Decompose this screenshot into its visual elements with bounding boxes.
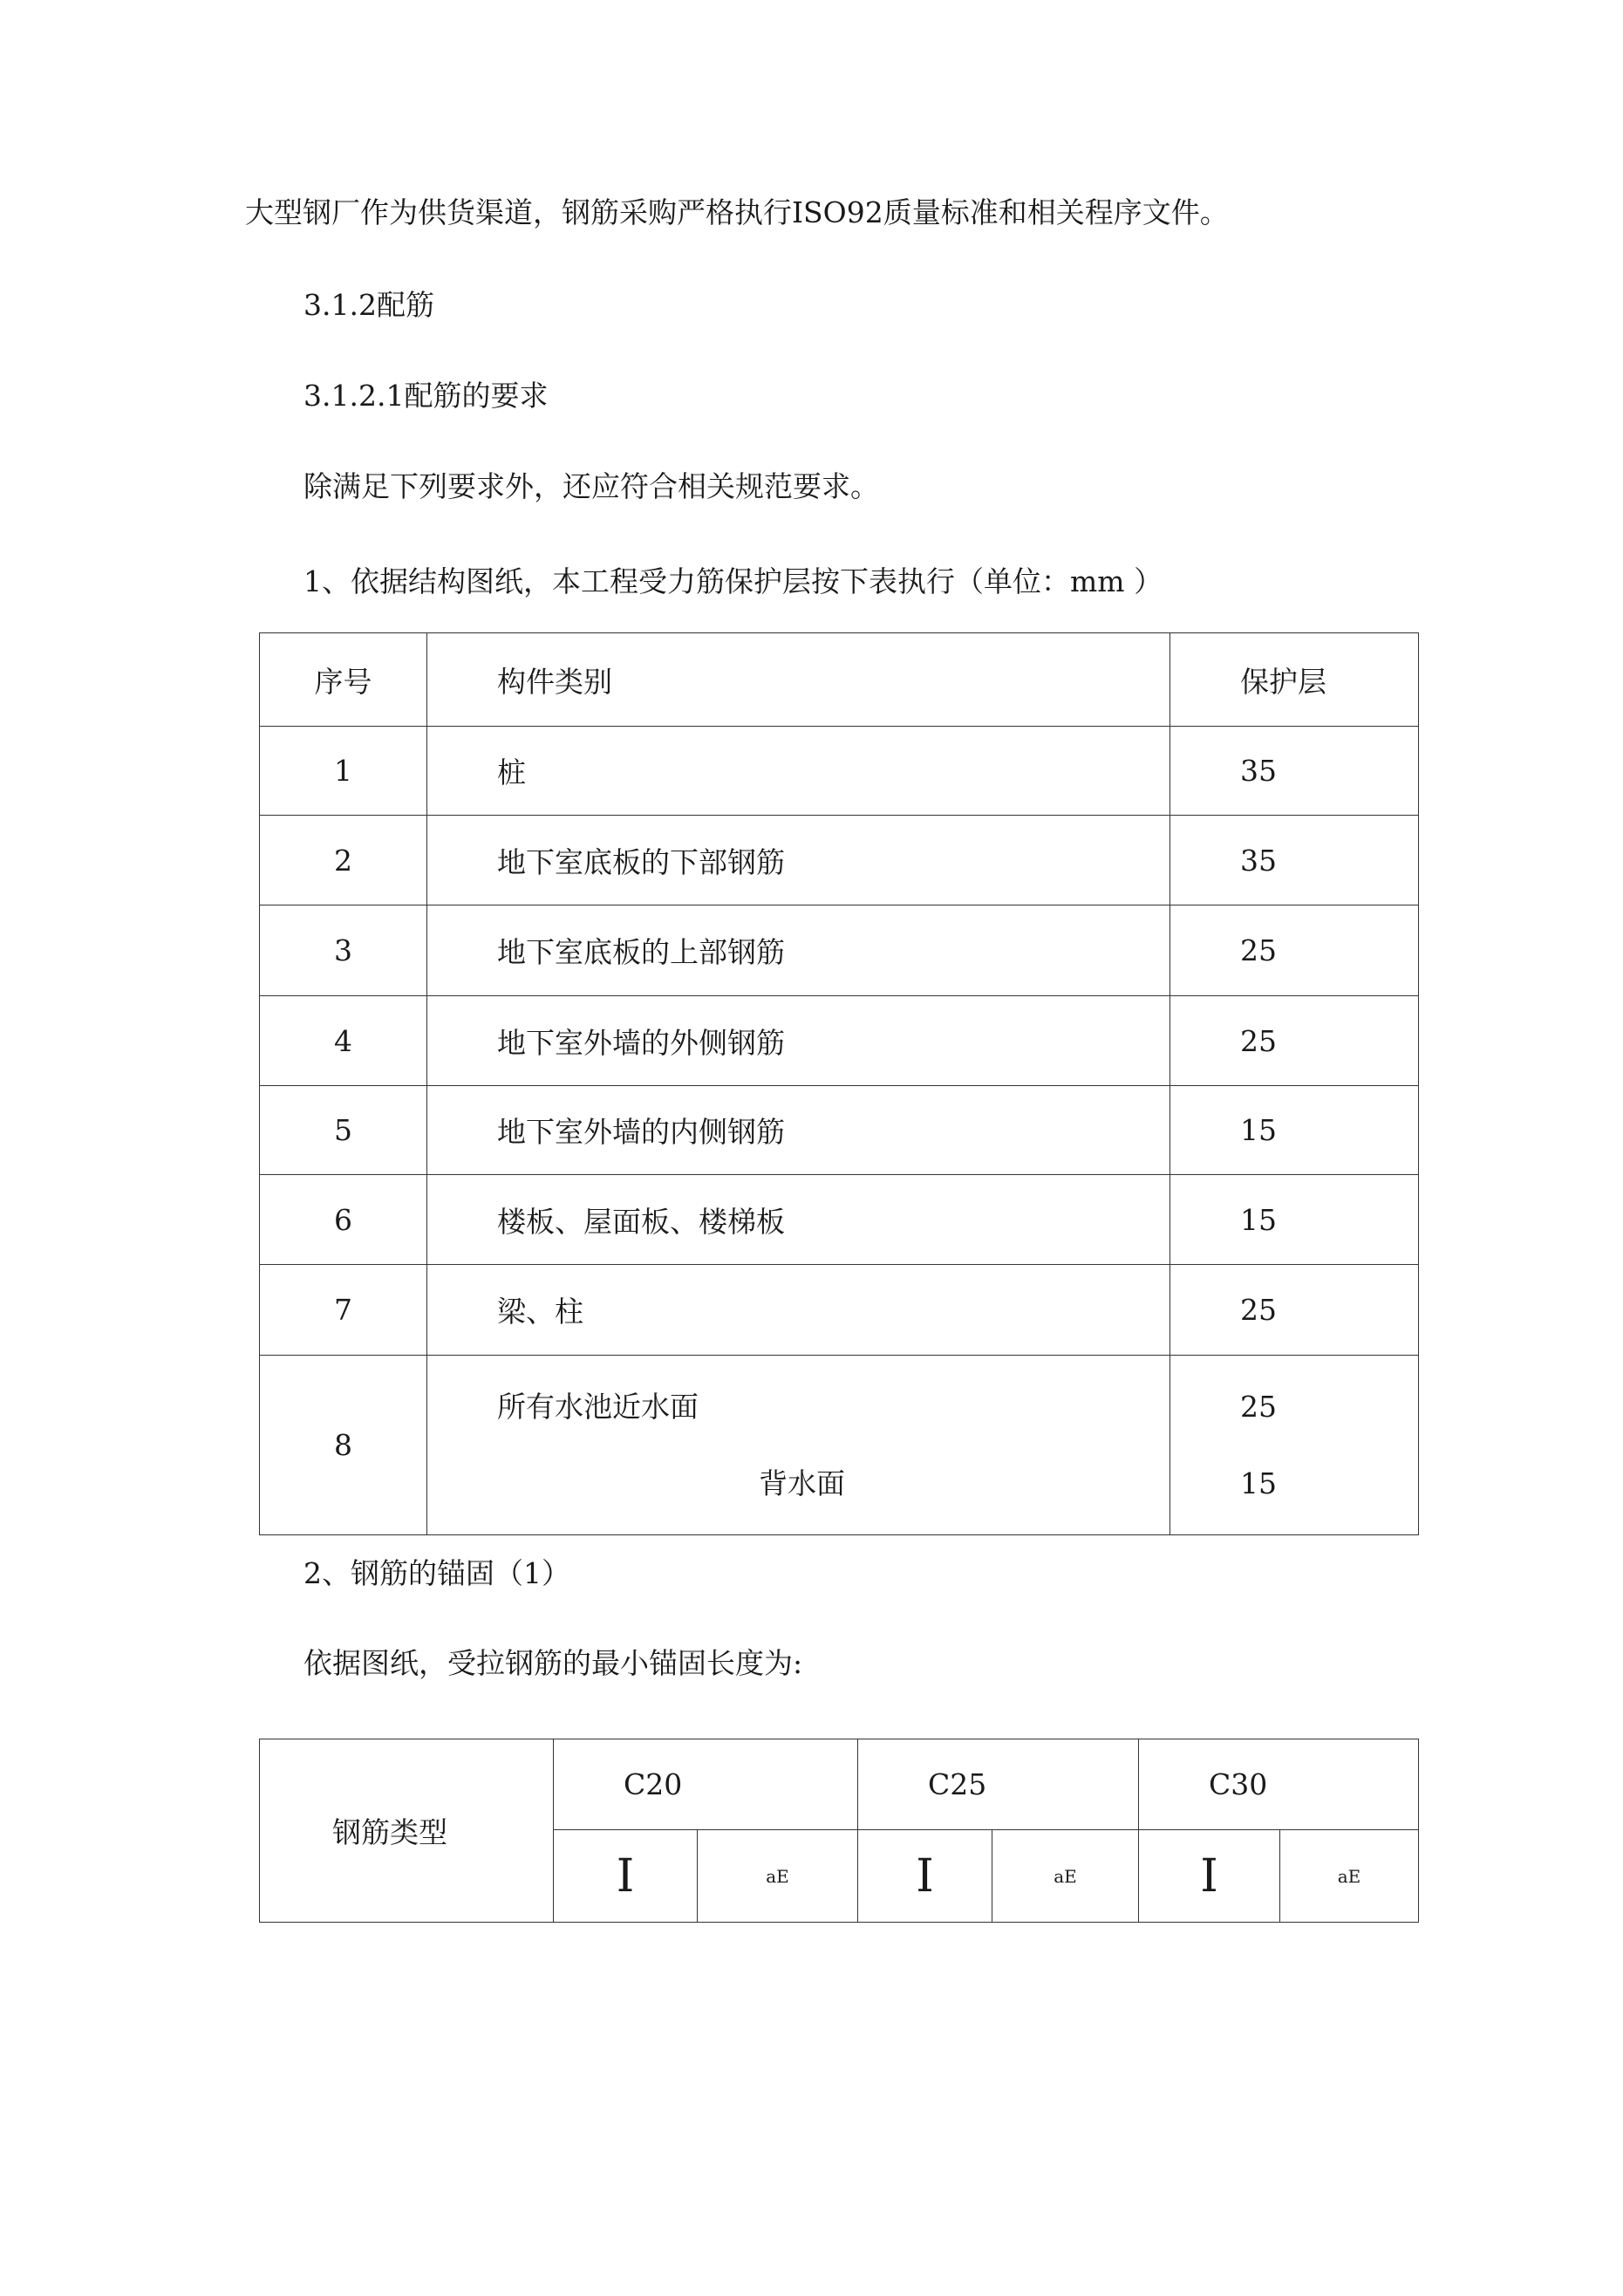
subheader-lae-c30: aE [1280, 1830, 1419, 1923]
anchor-header-row [260, 1739, 1419, 1830]
row-no: 5 [260, 1086, 427, 1175]
row-type: 地下室外墙的内侧钢筋 [427, 1086, 1170, 1175]
header-grade-c20: C20 [554, 1739, 858, 1830]
row-cover: 25 [1170, 1265, 1419, 1356]
paragraph-anchorage: 2、钢筋的锚固（1） [303, 1556, 570, 1590]
header-no: 序号 [260, 633, 427, 727]
row-no: 1 [260, 727, 427, 816]
row-cover: 15 [1170, 1175, 1419, 1265]
table-row [260, 996, 1419, 1086]
table-row [260, 1086, 1419, 1175]
row-cover-line2: 15 [1240, 1466, 1277, 1500]
row-type-line1: 所有水池近水面 [497, 1389, 699, 1424]
row-no: 4 [260, 996, 427, 1086]
table-row [260, 816, 1419, 905]
row-type: 地下室外墙的外侧钢筋 [427, 996, 1170, 1086]
subheader-la-c20: I [554, 1830, 698, 1923]
row-cover: 35 [1170, 816, 1419, 905]
row-cover-line1: 25 [1240, 1389, 1277, 1424]
subheader-la-c25: I [858, 1830, 992, 1923]
row-cover: 15 [1170, 1086, 1419, 1175]
subheader-la-c30: I [1139, 1830, 1280, 1923]
row-type [427, 1356, 1170, 1535]
row-cover: 35 [1170, 727, 1419, 816]
row-cover: 25 [1170, 996, 1419, 1086]
cover-table [259, 632, 1419, 1535]
header-grade-c30: C30 [1139, 1739, 1419, 1830]
row-no: 7 [260, 1265, 427, 1356]
paragraph-cover-intro: 1、依据结构图纸，本工程受力筋保护层按下表执行（单位：mm ） [303, 564, 1163, 598]
paragraph-anchor-intro: 依据图纸，受拉钢筋的最小锚固长度为: [303, 1646, 803, 1680]
row-no: 3 [260, 905, 427, 996]
subheader-lae-c20: aE [698, 1830, 858, 1923]
header-rebar-type: 钢筋类型 [260, 1739, 554, 1923]
table-row [260, 1175, 1419, 1265]
row-no: 2 [260, 816, 427, 905]
row-type: 地下室底板的下部钢筋 [427, 816, 1170, 905]
anchor-table [259, 1739, 1419, 1923]
section-heading-3-1-2: 3.1.2配筋 [303, 288, 434, 322]
section-heading-3-1-2-1: 3.1.2.1配筋的要求 [303, 379, 549, 413]
paragraph-1: 大型钢厂作为供货渠道，钢筋采购严格执行ISO92质量标准和相关程序文件。 [245, 195, 1229, 229]
row-cover [1170, 1356, 1419, 1535]
table-row [260, 1356, 1419, 1535]
subheader-lae-c25: aE [992, 1830, 1139, 1923]
table-header-row [260, 633, 1419, 727]
paragraph-requirements: 除满足下列要求外，还应符合相关规范要求。 [303, 469, 879, 503]
row-type: 楼板、屋面板、楼梯板 [427, 1175, 1170, 1265]
header-type: 构件类别 [427, 633, 1170, 727]
row-no: 6 [260, 1175, 427, 1265]
row-type-line2: 背水面 [759, 1466, 845, 1500]
row-no: 8 [260, 1356, 427, 1535]
row-type: 地下室底板的上部钢筋 [427, 905, 1170, 996]
header-grade-c25: C25 [858, 1739, 1139, 1830]
row-type: 桩 [427, 727, 1170, 816]
header-cover: 保护层 [1170, 633, 1419, 727]
table-row [260, 727, 1419, 816]
table-row [260, 1265, 1419, 1356]
row-type: 梁、柱 [427, 1265, 1170, 1356]
row-cover: 25 [1170, 905, 1419, 996]
table-row [260, 905, 1419, 996]
